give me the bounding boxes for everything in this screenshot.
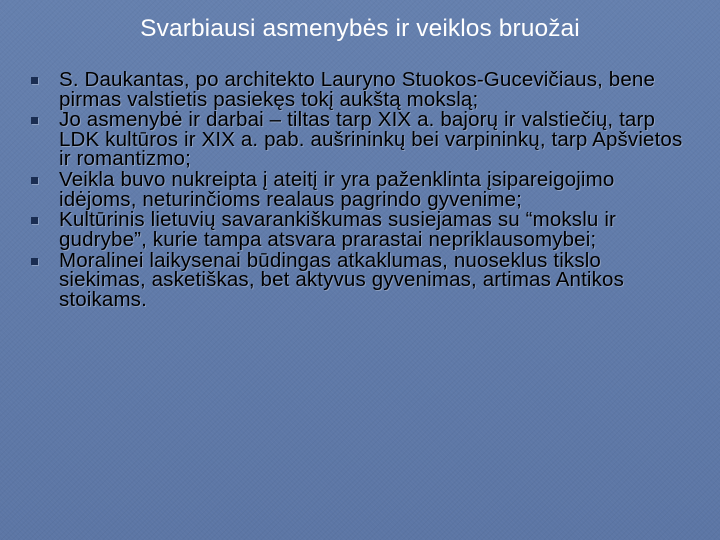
square-bullet-icon: [31, 217, 38, 224]
square-bullet-icon: [31, 117, 38, 124]
bullet-text: Jo asmenybė ir darbai – tiltas tarp XIX a. bajorų ir valstiečių, tarp LDK kultūros ir XIX a. pab. aušrininkų bei varpininkų, tarp Apšvietos ir romantizmo;: [59, 108, 683, 171]
bullet-item: [0, 210, 720, 249]
bullet-text: S. Daukantas, po architekto Lauryno Stuokos-Gucevičiaus, bene pirmas valstietis pasiekęs tokį aukštą mokslą;: [59, 68, 656, 111]
bullet-text: Kultūrinis lietuvių savarankiškumas susiejamas su “mokslu ir gudrybe”, kurie tampa atsvara prarastai nepriklausomybei;: [59, 208, 616, 251]
bullet-text: Moralinei laikysenai būdingas atkaklumas, nuoseklus tikslo siekimas, asketiškas, bet aktyvus gyvenimas, artimas Antikos stoikams.: [59, 248, 624, 311]
bullet-list: [0, 70, 720, 310]
bullet-text: Veikla buvo nukreipta į ateitį ir yra paženklinta įsipareigojimo idėjoms, neturinčioms realaus pagrindo gyvenime;: [59, 168, 615, 211]
bullet-item: [0, 248, 720, 311]
bullet-item: [0, 70, 720, 109]
square-bullet-icon: [31, 258, 38, 265]
slide-title: Svarbiausi asmenybės ir veiklos bruožai: [140, 15, 580, 42]
bullet-item: [0, 170, 720, 209]
bullet-item: [0, 110, 720, 169]
square-bullet-icon: [31, 177, 38, 184]
square-bullet-icon: [31, 77, 38, 84]
